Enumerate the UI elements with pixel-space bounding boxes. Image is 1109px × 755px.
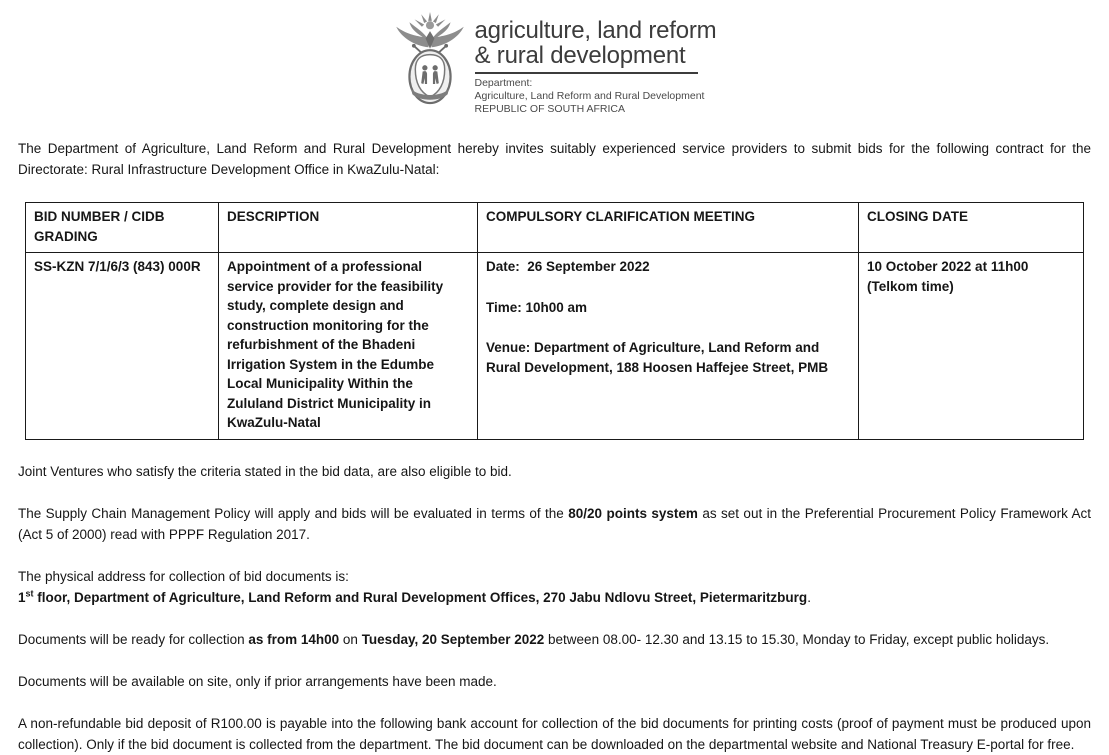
bid-table-row: [26, 253, 1084, 440]
address-period: .: [807, 589, 811, 605]
cell-closing-date: 10 October 2022 at 11h00 (Telkom time): [859, 253, 1084, 440]
collection-text-1: Documents will be ready for collection: [18, 631, 249, 647]
coat-of-arms-icon: [393, 12, 467, 106]
scm-points-system: 80/20 points system: [568, 505, 698, 521]
meeting-time: Time: 10h00 am: [486, 299, 588, 315]
collection-text-3: between 08.00- 12.30 and 13.15 to 15.30, Monday to Friday, except public holidays.: [544, 631, 1050, 647]
collection-time-bold: as from 14h00: [248, 631, 340, 647]
masthead-text: [475, 12, 717, 116]
address-ordinal: st: [25, 588, 34, 598]
cell-bid-number: SS-KZN 7/1/6/3 (843) 000R: [26, 253, 219, 440]
deposit-paragraph: A non-refundable bid deposit of R100.00 is payable into the following bank account for collection of the bid documents for printing costs (proof of payment must be produced upon collection). Only if the bid document is collected from the department. The bid document can be downloaded on the departmental website and National Treasury E-portal for free.: [18, 715, 1091, 752]
department-masthead: [0, 0, 1109, 116]
column-header-bid-number: BID NUMBER / CIDB GRADING: [26, 203, 219, 253]
address-floor-number: 1: [18, 589, 26, 605]
bid-table-header-row: [26, 203, 1084, 253]
collection-date-bold: Tuesday, 20 September 2022: [361, 631, 545, 647]
on-site-paragraph: Documents will be available on site, only if prior arrangements have been made.: [18, 673, 497, 689]
address-intro-line: The physical address for collection of bid documents is:: [18, 568, 349, 584]
collection-times-paragraph: [18, 629, 1091, 650]
scm-text-after: as set out in the Preferential Procurement Policy Framework Act (Act 5 of 2000) read with PPPF Regulation 2017.: [18, 505, 1092, 542]
department-name: Agriculture, Land Reform and Rural Development: [474, 90, 705, 102]
column-header-clarification-meeting: COMPULSORY CLARIFICATION MEETING: [478, 203, 859, 253]
column-header-closing-date: CLOSING DATE: [859, 203, 1084, 253]
country-name: REPUBLIC OF SOUTH AFRICA: [474, 103, 626, 115]
column-header-description: DESCRIPTION: [219, 203, 478, 253]
bid-table: [25, 202, 1084, 440]
masthead-divider: [475, 72, 698, 74]
address-rest: floor, Department of Agriculture, Land Reform and Rural Development Offices, 270 Jabu Ndlovu Street, Pietermaritzburg: [33, 589, 808, 605]
cell-clarification-meeting: [478, 253, 859, 440]
meeting-date: Date: 26 September 2022: [486, 259, 650, 274]
collection-text-2: on: [339, 631, 362, 647]
department-title-line2: & rural development: [474, 42, 686, 69]
document-body: [0, 138, 1109, 755]
department-title-line1: agriculture, land reform: [474, 17, 717, 44]
department-label: Department:: [474, 77, 533, 89]
address-line: [18, 590, 807, 605]
intro-paragraph: The Department of Agriculture, Land Reform and Rural Development hereby invites suitably experienced service providers to submit bids for the following contract for the Directorate: Rural Infrastructure Development Office in KwaZulu-Natal:: [18, 141, 1091, 177]
cell-description: Appointment of a professional service provider for the feasibility study, complete design and construction monitoring for the refurbishment of the Bhadeni Irrigation System in the Edumbe Local Municipality Within the Zululand District Municipality in KwaZulu-Natal: [219, 253, 478, 440]
scm-text-before: The Supply Chain Management Policy will apply and bids will be evaluated in terms of the: [18, 505, 569, 521]
physical-address-paragraph: [18, 566, 1091, 608]
meeting-venue: Venue: Department of Agriculture, Land Reform and Rural Development, 188 Hoosen Haffejee Street, PMB: [486, 340, 829, 375]
scm-policy-paragraph: [18, 503, 1091, 545]
joint-ventures-paragraph: Joint Ventures who satisfy the criteria stated in the bid data, are also eligible to bid.: [18, 463, 512, 479]
